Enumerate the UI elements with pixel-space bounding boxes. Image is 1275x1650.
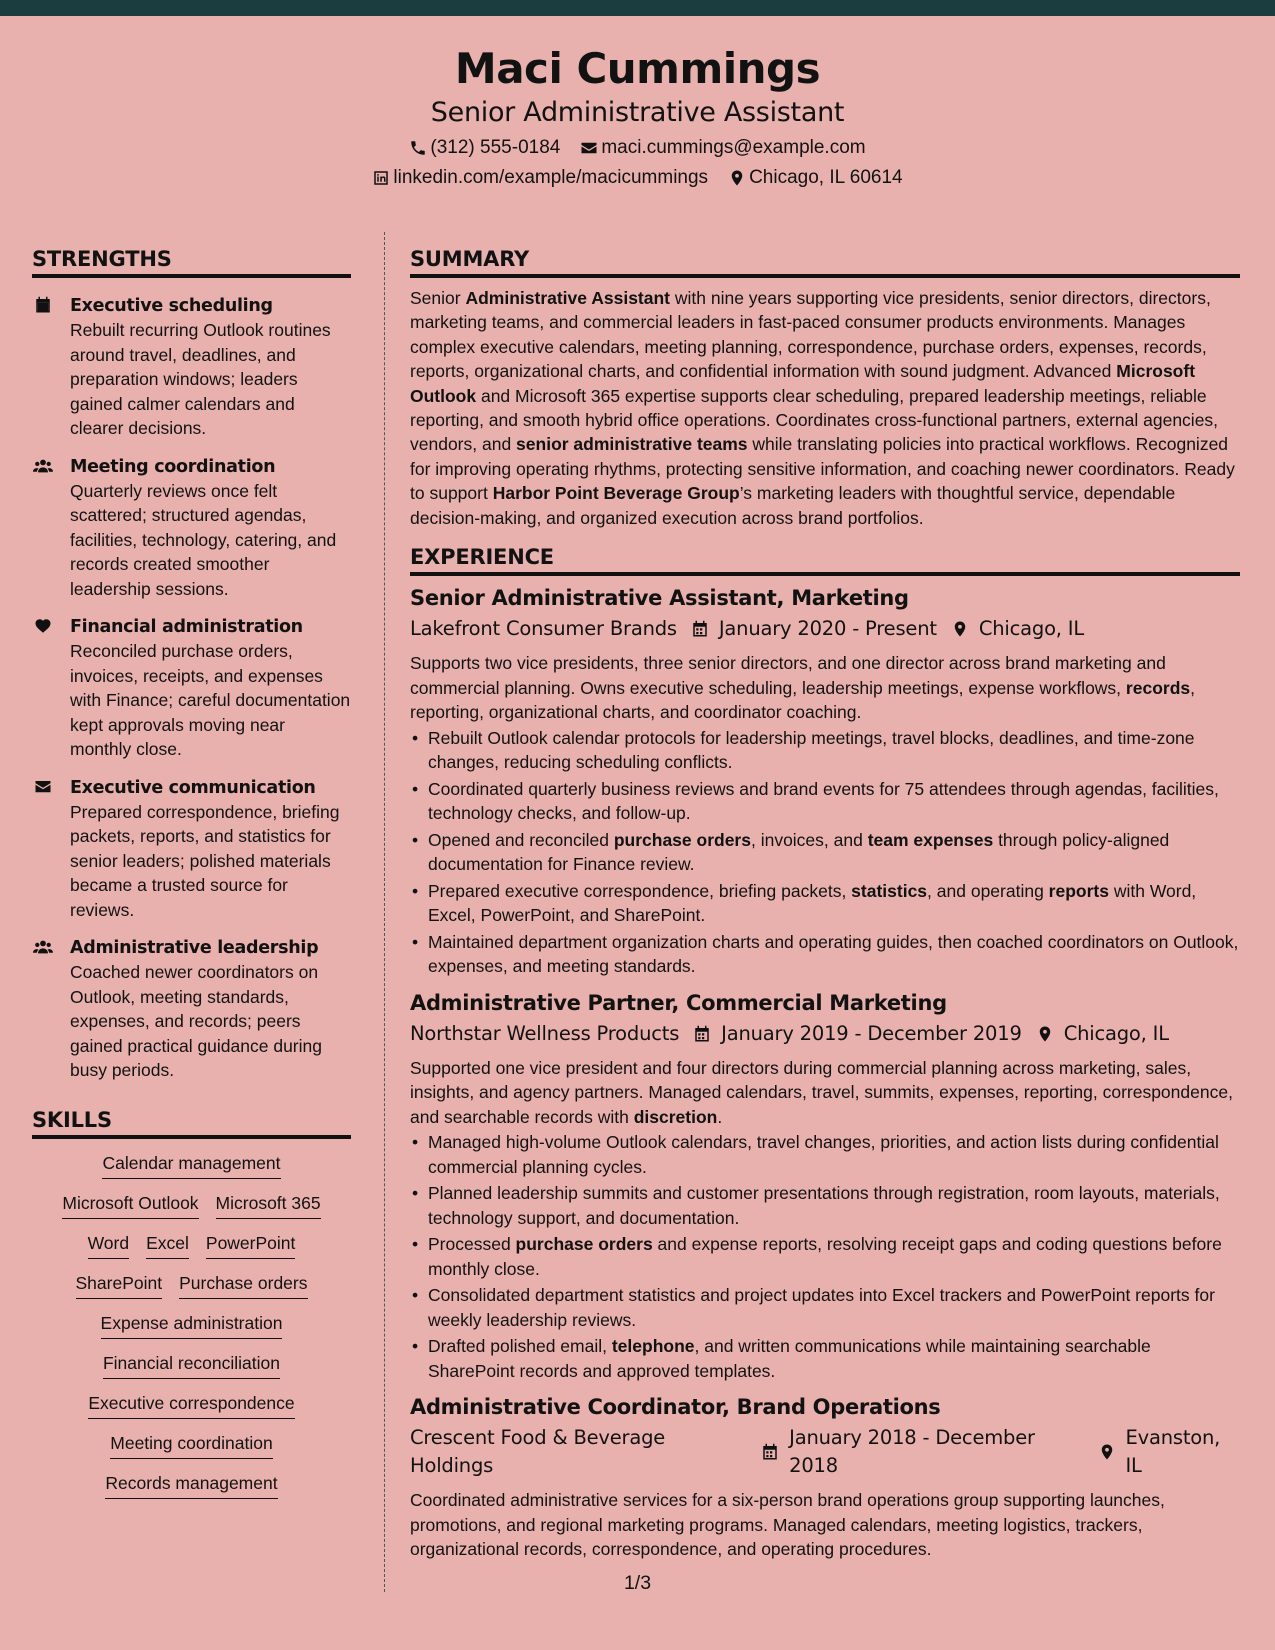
strength-item	[32, 615, 351, 762]
skill-tag: PowerPoint	[206, 1232, 296, 1259]
job-dates: January 2020 - Present	[718, 617, 937, 641]
strength-heading: Administrative leadership	[70, 938, 319, 958]
strength-description: Rebuilt recurring Outlook routines around travel, deadlines, and preparation windows; leaders gained calmer calendars and clearer decisions.	[70, 320, 331, 438]
skill-tag: Microsoft Outlook	[62, 1192, 198, 1219]
skill-row	[32, 1152, 351, 1179]
linkedin-contact[interactable]	[372, 166, 708, 190]
page-number: 1/3	[623, 1572, 652, 1594]
strength-text	[70, 455, 351, 602]
skill-tag: Records management	[105, 1472, 277, 1499]
strength-heading: Executive communication	[70, 777, 316, 798]
bold-keyword: purchase orders	[515, 1234, 653, 1255]
bold-keyword: telephone	[611, 1336, 695, 1357]
skill-tag: Purchase orders	[179, 1272, 307, 1299]
phone-icon	[409, 139, 427, 157]
location-contact	[728, 166, 903, 190]
skill-row	[32, 1432, 351, 1459]
job-dates: January 2018 - December 2018	[789, 1426, 1035, 1478]
job-company: Crescent Food & Beverage Holdings	[410, 1426, 666, 1478]
contact-row-2	[0, 166, 1275, 190]
job-location: Evanston, IL	[1125, 1426, 1221, 1478]
job-title: Senior Administrative Assistant, Marketing	[410, 586, 909, 611]
bold-keyword: Harbor Point Beverage Group	[492, 483, 740, 504]
bullet-item: • Managed high-volume Outlook calendars, travel changes, priorities, and action lists during confidential commercial planning cycles.	[410, 1130, 1240, 1179]
strength-heading: Executive scheduling	[70, 296, 273, 316]
skill-tag: Executive correspondence	[88, 1392, 294, 1419]
strengths-list	[32, 294, 351, 1083]
calendar-icon	[693, 1024, 711, 1044]
linkedin-icon	[372, 169, 390, 187]
strengths-section	[32, 244, 351, 1083]
skill-tag: Excel	[146, 1232, 189, 1259]
right-column	[410, 244, 1240, 1572]
job-location: Chicago, IL	[978, 617, 1085, 641]
bullet-item: • Maintained department organization charts and operating guides, then coached coordinators on Outlook, expenses, and meeting standards.	[410, 930, 1240, 979]
strength-description: Coached newer coordinators on Outlook, meeting standards, expenses, and records; peers gained practical guidance during busy periods.	[70, 962, 322, 1080]
resume-header	[0, 16, 1275, 204]
calendar-icon	[691, 619, 709, 639]
top-accent-bar	[0, 0, 1275, 16]
job-meta	[410, 1020, 1240, 1048]
heart-icon	[32, 615, 70, 762]
skill-row	[32, 1392, 351, 1419]
job-description: Supported one vice president and four directors during commercial planning across marketing, sales, insights, and agency partners. Managed calendars, travel, summits, expenses, reporting, correspondence, and searchable records with discretion.	[410, 1057, 1233, 1127]
users-icon	[32, 455, 70, 602]
bold-keyword: statistics	[851, 880, 928, 901]
strength-item	[32, 776, 351, 923]
bold-keyword: records	[1125, 677, 1191, 698]
strength-text	[70, 936, 351, 1083]
candidate-name: Maci Cummings	[454, 44, 821, 93]
skill-tag: SharePoint	[76, 1272, 163, 1299]
bold-keyword: senior administrative teams	[516, 434, 748, 455]
skill-row	[32, 1272, 351, 1299]
job-meta	[410, 1424, 1240, 1480]
phone-contact[interactable]	[409, 136, 560, 160]
bullet-item: • Processed purchase orders and expense reports, resolving receipt gaps and coding questions before monthly close.	[410, 1232, 1240, 1281]
experience-heading: EXPERIENCE	[410, 542, 1240, 576]
strength-description: Quarterly reviews once felt scattered; structured agendas, facilities, technology, catering, and records created smoother leadership sessions.	[70, 480, 337, 599]
envelope-icon	[580, 139, 598, 157]
bold-keyword: reports	[1048, 880, 1109, 901]
map-pin-icon	[1036, 1024, 1054, 1044]
skill-row	[32, 1232, 351, 1259]
bullet-item: • Rebuilt Outlook calendar protocols for leadership meetings, travel blocks, deadlines, and time-zone changes, reducing scheduling conflicts.	[410, 726, 1240, 775]
strength-text	[70, 776, 351, 923]
candidate-title: Senior Administrative Assistant	[430, 97, 845, 128]
bullet-item: • Opened and reconciled purchase orders, invoices, and team expenses through policy-aligned documentation for Finance review.	[410, 828, 1240, 877]
job-bullets	[410, 726, 1240, 979]
job-description: Supports two vice presidents, three senior directors, and one director across brand marketing and commercial planning. Owns executive scheduling, leadership meetings, expense workflows, records, reporting, organizational charts, and coordinator coaching.	[410, 653, 1195, 723]
bullet-item: • Coordinated quarterly business reviews and brand events for 75 attendees through agendas, facilities, technology checks, and follow-up.	[410, 777, 1240, 826]
bullet-item: • Consolidated department statistics and project updates into Excel trackers and PowerPoint reports for weekly leadership reviews.	[410, 1283, 1240, 1332]
jobs-list	[410, 584, 1240, 1562]
map-pin-icon	[728, 169, 746, 187]
envelope-icon	[32, 776, 70, 923]
strength-text	[70, 615, 351, 762]
strength-item	[32, 294, 351, 441]
calendar-icon	[32, 294, 70, 441]
column-divider	[384, 232, 385, 1592]
users-icon	[32, 936, 70, 1083]
job-dates: January 2019 - December 2019	[721, 1021, 1022, 1045]
bold-keyword: Administrative Assistant	[465, 288, 671, 308]
summary-paragraph: Senior Administrative Assistant with nine years supporting vice presidents, senior directors, directors, marketing teams, and commercial leaders in fast-paced consumer products environments. Manages complex executive calendars, meeting planning, correspondence, purchase orders, expenses, records, reports, organizational charts, and confidential information with sound judgment. Advanced Microsoft Outlook and Microsoft 365 expertise supports clear scheduling, prepared leadership meetings, reliable reporting, and smooth hybrid office operations. Coordinates cross-functional partners, external agencies, vendors, and senior administrative teams while translating policies into practical workflows. Recognized for improving operating rhythms, protecting sensitive information, and coaching newer coordinators. Ready to support Harbor Point Beverage Group’s marketing leaders with thoughtful service, dependable decision-making, and organized execution across brand portfolios.	[410, 288, 1235, 528]
left-column	[32, 244, 351, 1499]
skill-tag: Meeting coordination	[110, 1432, 272, 1459]
map-pin-icon	[951, 619, 969, 639]
job-meta	[410, 615, 1240, 643]
job-entry	[410, 584, 1240, 979]
strength-item	[32, 455, 351, 602]
location-text: Chicago, IL 60614	[749, 167, 903, 188]
skill-tag: Expense administration	[101, 1312, 283, 1339]
job-title: Administrative Coordinator, Brand Operations	[410, 1395, 941, 1420]
strength-description: Prepared correspondence, briefing packets, reports, and statistics for senior leaders; polished materials became a trusted source for reviews.	[70, 801, 340, 920]
skill-tag: Microsoft 365	[216, 1192, 321, 1219]
email-contact[interactable]	[580, 136, 865, 160]
job-entry	[410, 1393, 1240, 1562]
strengths-heading: STRENGTHS	[32, 244, 351, 278]
skills-section	[32, 1105, 351, 1499]
strength-item	[32, 936, 351, 1083]
skill-row	[32, 1352, 351, 1379]
job-entry	[410, 989, 1240, 1384]
skill-tag: Calendar management	[102, 1152, 280, 1179]
skill-tag: Word	[88, 1232, 130, 1259]
strength-description: Reconciled purchase orders, invoices, receipts, and expenses with Finance; careful documentation kept approvals moving near monthly close.	[70, 641, 351, 759]
skill-row	[32, 1472, 351, 1499]
strength-text	[70, 294, 351, 441]
job-company: Northstar Wellness Products	[410, 1021, 680, 1045]
bold-keyword: discretion	[633, 1106, 718, 1127]
bold-keyword: purchase orders	[613, 829, 751, 850]
skill-row	[32, 1192, 351, 1219]
job-location: Chicago, IL	[1063, 1021, 1169, 1045]
bullet-item: • Prepared executive correspondence, briefing packets, statistics, and operating reports with Word, Excel, PowerPoint, and SharePoint.	[410, 879, 1240, 928]
email-text: maci.cummings@example.com	[601, 137, 866, 158]
experience-section	[410, 542, 1240, 1562]
linkedin-text: linkedin.com/example/macicummings	[393, 167, 709, 188]
job-description: Coordinated administrative services for a six-person brand operations group supporting launches, promotions, and regional marketing programs. Managed calendars, meeting logistics, trackers, organizational records, correspondence, and operating procedures.	[410, 1490, 1165, 1560]
skills-list	[32, 1152, 351, 1499]
contact-row-1	[0, 136, 1275, 160]
map-pin-icon	[1098, 1442, 1116, 1462]
calendar-icon	[761, 1442, 779, 1462]
bullet-item: • Drafted polished email, telephone, and written communications while maintaining searchable SharePoint records and approved templates.	[410, 1334, 1240, 1383]
summary-section	[410, 244, 1240, 530]
summary-heading: SUMMARY	[410, 244, 1240, 278]
bold-keyword: team expenses	[867, 829, 994, 850]
strength-heading: Meeting coordination	[70, 456, 276, 477]
phone-text: (312) 555-0184	[430, 137, 561, 158]
strength-heading: Financial administration	[70, 617, 303, 637]
skills-heading: SKILLS	[32, 1105, 351, 1139]
job-title: Administrative Partner, Commercial Marketing	[410, 990, 947, 1015]
bold-keyword: Microsoft Outlook	[410, 361, 1196, 406]
bullet-item: • Planned leadership summits and customer presentations through registration, room layouts, materials, technology support, and documentation.	[410, 1181, 1240, 1230]
job-company: Lakefront Consumer Brands	[410, 617, 677, 641]
job-bullets	[410, 1130, 1240, 1383]
skill-row	[32, 1312, 351, 1339]
skill-tag: Financial reconciliation	[103, 1352, 280, 1379]
